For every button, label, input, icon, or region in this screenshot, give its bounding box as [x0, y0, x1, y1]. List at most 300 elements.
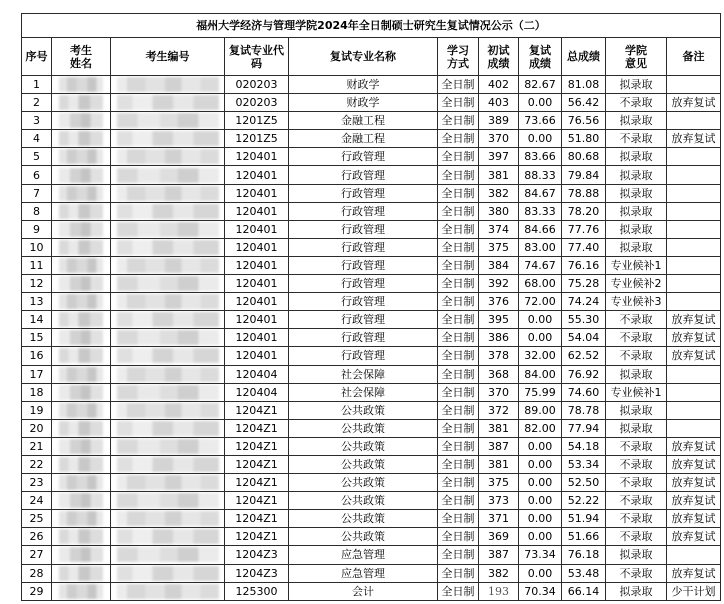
candidate-id-cell: [111, 582, 225, 600]
study-mode-cell: 全日制: [438, 202, 479, 220]
prelim-score-cell: 375: [479, 238, 519, 256]
prelim-score-cell: 372: [479, 401, 519, 419]
major-code-cell: 1204Z1: [225, 492, 289, 510]
candidate-name-cell: [52, 383, 111, 401]
seq-cell: 8: [22, 202, 52, 220]
major-code-cell: 1204Z1: [225, 455, 289, 473]
total-score-cell: 75.28: [562, 275, 606, 293]
redaction-mosaic: [59, 493, 103, 508]
candidate-id-cell: [111, 492, 225, 510]
seq-cell: 16: [22, 347, 52, 365]
retest-score-cell: 0.00: [519, 528, 562, 546]
table-row: [22, 202, 721, 220]
header-seq: [22, 38, 52, 76]
candidate-name-cell: [52, 528, 111, 546]
header-major-name: [289, 38, 438, 76]
study-mode-cell: 全日制: [438, 365, 479, 383]
college-opinion-cell: 拟录取: [606, 184, 667, 202]
retest-score-cell: 70.34: [519, 582, 562, 600]
table-row: [22, 365, 721, 383]
remark-cell: [667, 238, 721, 256]
remark-cell: 放弃复试: [667, 347, 721, 365]
major-code-cell: 120401: [225, 238, 289, 256]
redaction-mosaic: [117, 113, 219, 128]
header-total-score-label: 总成绩: [567, 50, 600, 63]
redaction-mosaic: [59, 529, 103, 544]
retest-score-cell: 75.99: [519, 383, 562, 401]
table-body: [22, 76, 721, 601]
candidate-id-cell: [111, 275, 225, 293]
retest-score-cell: 0.00: [519, 311, 562, 329]
prelim-score-cell: 373: [479, 492, 519, 510]
major-code-cell: 120401: [225, 275, 289, 293]
major-code-cell: 120401: [225, 220, 289, 238]
study-mode-cell: 全日制: [438, 401, 479, 419]
redaction-mosaic: [59, 276, 103, 291]
study-mode-cell: 全日制: [438, 383, 479, 401]
total-score-cell: 79.84: [562, 166, 606, 184]
major-name-cell: 会计: [289, 582, 438, 600]
prelim-score-cell: 193: [479, 582, 519, 600]
college-opinion-cell: 拟录取: [606, 238, 667, 256]
retest-score-cell: 83.00: [519, 238, 562, 256]
table-row: [22, 528, 721, 546]
major-code-cell: 120401: [225, 311, 289, 329]
seq-cell: 17: [22, 365, 52, 383]
candidate-name-cell: [52, 582, 111, 600]
redaction-mosaic: [59, 584, 103, 599]
major-code-cell: 020203: [225, 76, 289, 94]
remark-cell: [667, 275, 721, 293]
major-code-cell: 1204Z1: [225, 437, 289, 455]
major-code-cell: 1204Z1: [225, 401, 289, 419]
redaction-mosaic: [117, 240, 219, 255]
table-row: [22, 329, 721, 347]
prelim-score-cell: 370: [479, 383, 519, 401]
table-row: [22, 94, 721, 112]
candidate-name-cell: [52, 220, 111, 238]
remark-cell: 放弃复试: [667, 492, 721, 510]
college-opinion-cell: 拟录取: [606, 365, 667, 383]
seq-cell: 27: [22, 546, 52, 564]
redaction-mosaic: [117, 403, 219, 418]
table-row: [22, 275, 721, 293]
prelim-score-cell: 381: [479, 455, 519, 473]
table-row: [22, 564, 721, 582]
major-name-cell: 社会保障: [289, 365, 438, 383]
candidate-name-cell: [52, 275, 111, 293]
prelim-score-cell: 381: [479, 166, 519, 184]
redaction-mosaic: [117, 330, 219, 345]
candidate-id-cell: [111, 546, 225, 564]
header-study-mode-line1: 学习: [447, 43, 469, 57]
candidate-id-cell: [111, 94, 225, 112]
retest-score-cell: 0.00: [519, 474, 562, 492]
header-prelim-score-line1: 初试: [487, 43, 510, 57]
total-score-cell: 55.30: [562, 311, 606, 329]
major-name-cell: 应急管理: [289, 564, 438, 582]
table-row: [22, 311, 721, 329]
remark-cell: 放弃复试: [667, 94, 721, 112]
seq-cell: 10: [22, 238, 52, 256]
candidate-name-cell: [52, 238, 111, 256]
candidate-name-cell: [52, 166, 111, 184]
retest-score-cell: 89.00: [519, 401, 562, 419]
total-score-cell: 80.68: [562, 148, 606, 166]
study-mode-cell: 全日制: [438, 76, 479, 94]
redaction-mosaic: [59, 168, 103, 183]
redaction-mosaic: [117, 385, 219, 400]
redaction-mosaic: [117, 204, 219, 219]
college-opinion-cell: 不录取: [606, 94, 667, 112]
candidate-name-cell: [52, 148, 111, 166]
study-mode-cell: 全日制: [438, 582, 479, 600]
candidate-id-cell: [111, 76, 225, 94]
redaction-mosaic: [59, 204, 103, 219]
major-code-cell: 120401: [225, 347, 289, 365]
candidate-name-cell: [52, 112, 111, 130]
college-opinion-cell: 不录取: [606, 347, 667, 365]
table-row: [22, 238, 721, 256]
seq-cell: 26: [22, 528, 52, 546]
major-name-cell: 行政管理: [289, 256, 438, 274]
prelim-score-cell: 392: [479, 275, 519, 293]
retest-score-cell: 84.66: [519, 220, 562, 238]
redaction-mosaic: [59, 403, 103, 418]
major-name-cell: 行政管理: [289, 166, 438, 184]
redaction-mosaic: [117, 511, 219, 526]
total-score-cell: 77.94: [562, 419, 606, 437]
redaction-mosaic: [59, 457, 103, 472]
redaction-mosaic: [117, 566, 219, 581]
major-code-cell: 1201Z5: [225, 112, 289, 130]
header-candidate-name: [52, 38, 111, 76]
major-code-cell: 120404: [225, 383, 289, 401]
seq-cell: 12: [22, 275, 52, 293]
table-row: [22, 347, 721, 365]
candidate-name-cell: [52, 401, 111, 419]
redaction-mosaic: [59, 348, 103, 363]
candidate-id-cell: [111, 311, 225, 329]
seq-cell: 3: [22, 112, 52, 130]
major-code-cell: 1204Z1: [225, 510, 289, 528]
study-mode-cell: 全日制: [438, 329, 479, 347]
redaction-mosaic: [59, 511, 103, 526]
remark-cell: 少干计划: [667, 582, 721, 600]
header-candidate-name-line2: 姓名: [70, 56, 92, 70]
retest-score-cell: 0.00: [519, 455, 562, 473]
retest-score-cell: 73.66: [519, 112, 562, 130]
retest-score-cell: 74.67: [519, 256, 562, 274]
candidate-id-cell: [111, 347, 225, 365]
remark-cell: [667, 202, 721, 220]
remark-cell: 放弃复试: [667, 329, 721, 347]
header-prelim-score: [479, 38, 519, 76]
total-score-cell: 51.80: [562, 130, 606, 148]
redaction-mosaic: [117, 95, 219, 110]
candidate-id-cell: [111, 238, 225, 256]
seq-cell: 4: [22, 130, 52, 148]
candidate-id-cell: [111, 166, 225, 184]
remark-cell: 放弃复试: [667, 437, 721, 455]
major-name-cell: 行政管理: [289, 202, 438, 220]
seq-cell: 9: [22, 220, 52, 238]
study-mode-cell: 全日制: [438, 275, 479, 293]
candidate-name-cell: [52, 311, 111, 329]
redaction-mosaic: [59, 131, 103, 146]
redaction-mosaic: [59, 312, 103, 327]
candidate-name-cell: [52, 329, 111, 347]
remark-cell: [667, 112, 721, 130]
prelim-score-cell: 386: [479, 329, 519, 347]
header-total-score: [562, 38, 606, 76]
college-opinion-cell: 拟录取: [606, 202, 667, 220]
total-score-cell: 77.76: [562, 220, 606, 238]
seq-cell: 2: [22, 94, 52, 112]
major-name-cell: 公共政策: [289, 419, 438, 437]
candidate-name-cell: [52, 347, 111, 365]
major-name-cell: 财政学: [289, 76, 438, 94]
seq-cell: 1: [22, 76, 52, 94]
redaction-mosaic: [117, 222, 219, 237]
header-retest-score: [519, 38, 562, 76]
table-row: [22, 76, 721, 94]
prelim-score-cell: 402: [479, 76, 519, 94]
redaction-mosaic: [59, 240, 103, 255]
header-prelim-score-line2: 成绩: [487, 56, 510, 70]
header-row: [22, 38, 721, 76]
header-remark: [667, 38, 721, 76]
redaction-mosaic: [59, 330, 103, 345]
redaction-mosaic: [117, 493, 219, 508]
major-code-cell: 120401: [225, 166, 289, 184]
header-major-code-line2: 码: [251, 56, 262, 70]
total-score-cell: 51.94: [562, 510, 606, 528]
header-seq-label: 序号: [25, 50, 48, 63]
college-opinion-cell: 专业候补2: [606, 275, 667, 293]
remark-cell: [667, 148, 721, 166]
total-score-cell: 76.16: [562, 256, 606, 274]
retest-score-cell: 84.00: [519, 365, 562, 383]
redaction-mosaic: [59, 77, 103, 92]
remark-cell: [667, 166, 721, 184]
redaction-mosaic: [117, 367, 219, 382]
total-score-cell: 54.04: [562, 329, 606, 347]
major-code-cell: 120401: [225, 256, 289, 274]
major-code-cell: 1204Z3: [225, 546, 289, 564]
remark-cell: 放弃复试: [667, 474, 721, 492]
major-code-cell: 120401: [225, 184, 289, 202]
study-mode-cell: 全日制: [438, 419, 479, 437]
candidate-id-cell: [111, 564, 225, 582]
candidate-id-cell: [111, 437, 225, 455]
major-name-cell: 行政管理: [289, 293, 438, 311]
retest-score-cell: 83.33: [519, 202, 562, 220]
header-retest-score-line2: 成绩: [529, 56, 551, 70]
prelim-score-cell: 403: [479, 94, 519, 112]
redaction-mosaic: [117, 348, 219, 363]
college-opinion-cell: 不录取: [606, 130, 667, 148]
redaction-mosaic: [117, 276, 219, 291]
prelim-score-cell: 376: [479, 293, 519, 311]
study-mode-cell: 全日制: [438, 474, 479, 492]
candidate-name-cell: [52, 184, 111, 202]
candidate-id-cell: [111, 455, 225, 473]
total-score-cell: 81.08: [562, 76, 606, 94]
table-row: [22, 293, 721, 311]
header-college-opinion-line1: 学院: [625, 43, 647, 57]
seq-cell: 15: [22, 329, 52, 347]
major-name-cell: 行政管理: [289, 238, 438, 256]
major-name-cell: 社会保障: [289, 383, 438, 401]
candidate-name-cell: [52, 202, 111, 220]
redaction-mosaic: [59, 294, 103, 309]
retest-score-cell: 82.00: [519, 419, 562, 437]
table-row: [22, 166, 721, 184]
table-row: [22, 130, 721, 148]
table-row: [22, 474, 721, 492]
remark-cell: [667, 419, 721, 437]
candidate-name-cell: [52, 94, 111, 112]
table-row: [22, 401, 721, 419]
study-mode-cell: 全日制: [438, 112, 479, 130]
seq-cell: 19: [22, 401, 52, 419]
prelim-score-cell: 374: [479, 220, 519, 238]
redaction-mosaic: [117, 258, 219, 273]
major-name-cell: 公共政策: [289, 455, 438, 473]
college-opinion-cell: 拟录取: [606, 166, 667, 184]
college-opinion-cell: 不录取: [606, 564, 667, 582]
seq-cell: 25: [22, 510, 52, 528]
major-name-cell: 行政管理: [289, 311, 438, 329]
college-opinion-cell: 拟录取: [606, 546, 667, 564]
redaction-mosaic: [117, 168, 219, 183]
candidate-name-cell: [52, 510, 111, 528]
candidate-id-cell: [111, 220, 225, 238]
study-mode-cell: 全日制: [438, 166, 479, 184]
seq-cell: 29: [22, 582, 52, 600]
candidate-name-cell: [52, 546, 111, 564]
candidate-id-cell: [111, 474, 225, 492]
remark-cell: [667, 546, 721, 564]
total-score-cell: 52.50: [562, 474, 606, 492]
college-opinion-cell: 专业候补1: [606, 383, 667, 401]
college-opinion-cell: 拟录取: [606, 148, 667, 166]
study-mode-cell: 全日制: [438, 437, 479, 455]
candidate-id-cell: [111, 383, 225, 401]
redaction-mosaic: [59, 421, 103, 436]
major-name-cell: 行政管理: [289, 220, 438, 238]
major-code-cell: 1204Z3: [225, 564, 289, 582]
redaction-mosaic: [59, 439, 103, 454]
table-row: [22, 546, 721, 564]
major-code-cell: 120404: [225, 365, 289, 383]
study-mode-cell: 全日制: [438, 492, 479, 510]
results-table: [21, 13, 721, 601]
candidate-id-cell: [111, 365, 225, 383]
seq-cell: 13: [22, 293, 52, 311]
college-opinion-cell: 拟录取: [606, 419, 667, 437]
prelim-score-cell: 387: [479, 437, 519, 455]
remark-cell: 放弃复试: [667, 455, 721, 473]
candidate-name-cell: [52, 293, 111, 311]
total-score-cell: 78.78: [562, 401, 606, 419]
total-score-cell: 53.34: [562, 455, 606, 473]
retest-score-cell: 0.00: [519, 492, 562, 510]
table-row: [22, 383, 721, 401]
seq-cell: 5: [22, 148, 52, 166]
major-name-cell: 公共政策: [289, 401, 438, 419]
remark-cell: 放弃复试: [667, 528, 721, 546]
seq-cell: 24: [22, 492, 52, 510]
total-score-cell: 78.20: [562, 202, 606, 220]
table-row: [22, 419, 721, 437]
college-opinion-cell: 不录取: [606, 437, 667, 455]
college-opinion-cell: 不录取: [606, 528, 667, 546]
candidate-id-cell: [111, 419, 225, 437]
major-code-cell: 020203: [225, 94, 289, 112]
header-major-code: [225, 38, 289, 76]
remark-cell: [667, 220, 721, 238]
table-row: [22, 220, 721, 238]
major-name-cell: 行政管理: [289, 347, 438, 365]
redaction-mosaic: [59, 258, 103, 273]
study-mode-cell: 全日制: [438, 510, 479, 528]
major-name-cell: 应急管理: [289, 546, 438, 564]
study-mode-cell: 全日制: [438, 455, 479, 473]
retest-score-cell: 0.00: [519, 94, 562, 112]
retest-score-cell: 32.00: [519, 347, 562, 365]
prelim-score-cell: 381: [479, 419, 519, 437]
prelim-score-cell: 395: [479, 311, 519, 329]
total-score-cell: 78.88: [562, 184, 606, 202]
total-score-cell: 76.18: [562, 546, 606, 564]
remark-cell: 放弃复试: [667, 564, 721, 582]
candidate-name-cell: [52, 564, 111, 582]
header-candidate-name-line1: 考生: [70, 43, 92, 57]
total-score-cell: 77.40: [562, 238, 606, 256]
header-candidate-id: [111, 38, 225, 76]
college-opinion-cell: 拟录取: [606, 76, 667, 94]
major-code-cell: 1204Z1: [225, 419, 289, 437]
major-code-cell: 120401: [225, 148, 289, 166]
total-score-cell: 74.60: [562, 383, 606, 401]
candidate-name-cell: [52, 474, 111, 492]
retest-score-cell: 84.67: [519, 184, 562, 202]
table-row: [22, 112, 721, 130]
college-opinion-cell: 拟录取: [606, 112, 667, 130]
college-opinion-cell: 不录取: [606, 455, 667, 473]
retest-score-cell: 88.33: [519, 166, 562, 184]
study-mode-cell: 全日制: [438, 256, 479, 274]
remark-cell: [667, 401, 721, 419]
table-row: [22, 148, 721, 166]
total-score-cell: 54.18: [562, 437, 606, 455]
candidate-id-cell: [111, 202, 225, 220]
major-name-cell: 行政管理: [289, 275, 438, 293]
study-mode-cell: 全日制: [438, 148, 479, 166]
redaction-mosaic: [59, 475, 103, 490]
redaction-mosaic: [117, 529, 219, 544]
retest-score-cell: 68.00: [519, 275, 562, 293]
study-mode-cell: 全日制: [438, 130, 479, 148]
redaction-mosaic: [117, 186, 219, 201]
study-mode-cell: 全日制: [438, 220, 479, 238]
candidate-name-cell: [52, 130, 111, 148]
total-score-cell: 76.92: [562, 365, 606, 383]
major-code-cell: 120401: [225, 202, 289, 220]
college-opinion-cell: 拟录取: [606, 220, 667, 238]
